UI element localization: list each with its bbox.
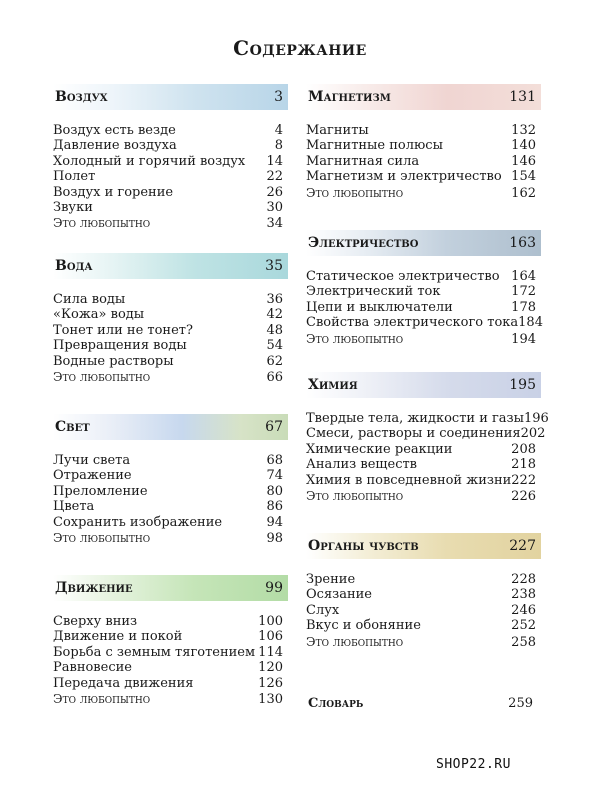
section-header[interactable]: [53, 575, 288, 601]
toc-entry[interactable]: Смеси, растворы и соединения 202: [306, 426, 546, 442]
toc-entry[interactable]: Равновесие 120: [53, 660, 283, 676]
toc-entry[interactable]: Это любопытно 226: [306, 488, 536, 505]
section-magnetism: [306, 84, 541, 201]
section-title: Воздух: [55, 89, 108, 105]
glossary-label: Словарь: [308, 696, 364, 711]
toc-entry[interactable]: Сверху вниз 100: [53, 614, 283, 629]
section-header[interactable]: [306, 533, 541, 559]
watermark: SHOP22.RU: [436, 757, 511, 772]
toc-entry[interactable]: Магнитная сила 146: [306, 153, 536, 169]
section-motion: [53, 575, 288, 707]
section-header[interactable]: [53, 84, 288, 110]
section-title: Химия: [308, 377, 358, 393]
toc-entry[interactable]: Тонет или не тонет? 48: [53, 322, 283, 338]
section-title: Электричество: [308, 235, 419, 251]
section-electricity: [306, 230, 541, 347]
toc-entry[interactable]: Это любопытно 34: [53, 215, 283, 232]
section-air: [53, 84, 288, 232]
toc-entry[interactable]: Это любопытно 98: [53, 530, 283, 547]
section-page: 195: [509, 377, 536, 393]
toc-entry[interactable]: Воздух и горение 26: [53, 184, 283, 200]
toc-entry[interactable]: Слух 246: [306, 602, 536, 618]
section-page: 99: [265, 580, 283, 596]
toc-entry[interactable]: Лучи света 68: [53, 453, 283, 468]
toc-entry[interactable]: Электрический ток 172: [306, 284, 536, 300]
toc-entry[interactable]: Статическое электричество 164: [306, 269, 536, 284]
toc-entry[interactable]: Это любопытно 258: [306, 633, 536, 650]
toc-entry[interactable]: Магнитные полюсы 140: [306, 138, 536, 154]
section-senses: [306, 533, 541, 650]
section-title: Свет: [55, 419, 90, 435]
toc-entry[interactable]: Отражение 74: [53, 468, 283, 484]
section-page: 67: [265, 419, 283, 435]
section-page: 35: [265, 258, 283, 274]
toc-entry[interactable]: Звуки 30: [53, 200, 283, 216]
section-header[interactable]: [53, 414, 288, 440]
toc-entry[interactable]: Химия в повседневной жизни 222: [306, 472, 537, 488]
section-page: 227: [509, 538, 536, 554]
section-title: Магнетизм: [308, 89, 391, 105]
page-title: Содержание: [233, 36, 367, 60]
toc-entry[interactable]: Сила воды 36: [53, 292, 283, 307]
section-title: Движение: [55, 580, 133, 596]
toc-entry[interactable]: Холодный и горячий воздух 14: [53, 153, 283, 169]
section-page: 163: [509, 235, 536, 251]
toc-entry[interactable]: Зрение 228: [306, 572, 536, 587]
toc-entry[interactable]: Движение и покой 106: [53, 629, 283, 645]
toc-entry[interactable]: Свойства электрического тока 184: [306, 315, 543, 331]
glossary-entry[interactable]: [308, 696, 533, 711]
toc-entry[interactable]: Передача движения 126: [53, 675, 283, 691]
toc-entry[interactable]: Преломление 80: [53, 483, 283, 499]
toc-entry[interactable]: Магниты 132: [306, 123, 536, 138]
section-header[interactable]: [306, 230, 541, 256]
section-header[interactable]: [306, 84, 541, 110]
section-light: [53, 414, 288, 546]
toc-entry[interactable]: Цвета 86: [53, 499, 283, 515]
section-page: 3: [274, 89, 283, 105]
section-water: [53, 253, 288, 385]
section-chemistry: [306, 372, 549, 505]
toc-entry[interactable]: Химические реакции 208: [306, 441, 536, 457]
toc-entry[interactable]: Давление воздуха 8: [53, 138, 283, 154]
glossary-page: 259: [508, 696, 533, 711]
toc-entry[interactable]: Это любопытно 162: [306, 184, 536, 201]
toc-entry[interactable]: Сохранить изображение 94: [53, 514, 283, 530]
toc-entry[interactable]: «Кожа» воды 42: [53, 307, 283, 323]
toc-entry[interactable]: Цепи и выключатели 178: [306, 299, 536, 315]
toc-entry[interactable]: Анализ веществ 218: [306, 457, 536, 473]
section-title: Органы чувств: [308, 538, 419, 554]
section-header[interactable]: [306, 372, 541, 398]
toc-entry[interactable]: Полет 22: [53, 169, 283, 185]
toc-entry[interactable]: Это любопытно 66: [53, 369, 283, 386]
section-title: Вода: [55, 258, 93, 274]
toc-entry[interactable]: Магнетизм и электричество 154: [306, 169, 536, 185]
toc-entry[interactable]: Это любопытно 130: [53, 691, 283, 708]
toc-entry[interactable]: Воздух есть везде 4: [53, 123, 283, 138]
toc-entry[interactable]: Осязание 238: [306, 587, 536, 603]
toc-entry[interactable]: Водные растворы 62: [53, 353, 283, 369]
section-header[interactable]: [53, 253, 288, 279]
toc-entry[interactable]: Твердые тела, жидкости и газы 196: [306, 411, 549, 426]
section-page: 131: [509, 89, 536, 105]
toc-entry[interactable]: Вкус и обоняние 252: [306, 618, 536, 634]
toc-entry[interactable]: Превращения воды 54: [53, 338, 283, 354]
toc-entry[interactable]: Борьба с земным тяготением 114: [53, 644, 283, 660]
toc-entry[interactable]: Это любопытно 194: [306, 330, 536, 347]
